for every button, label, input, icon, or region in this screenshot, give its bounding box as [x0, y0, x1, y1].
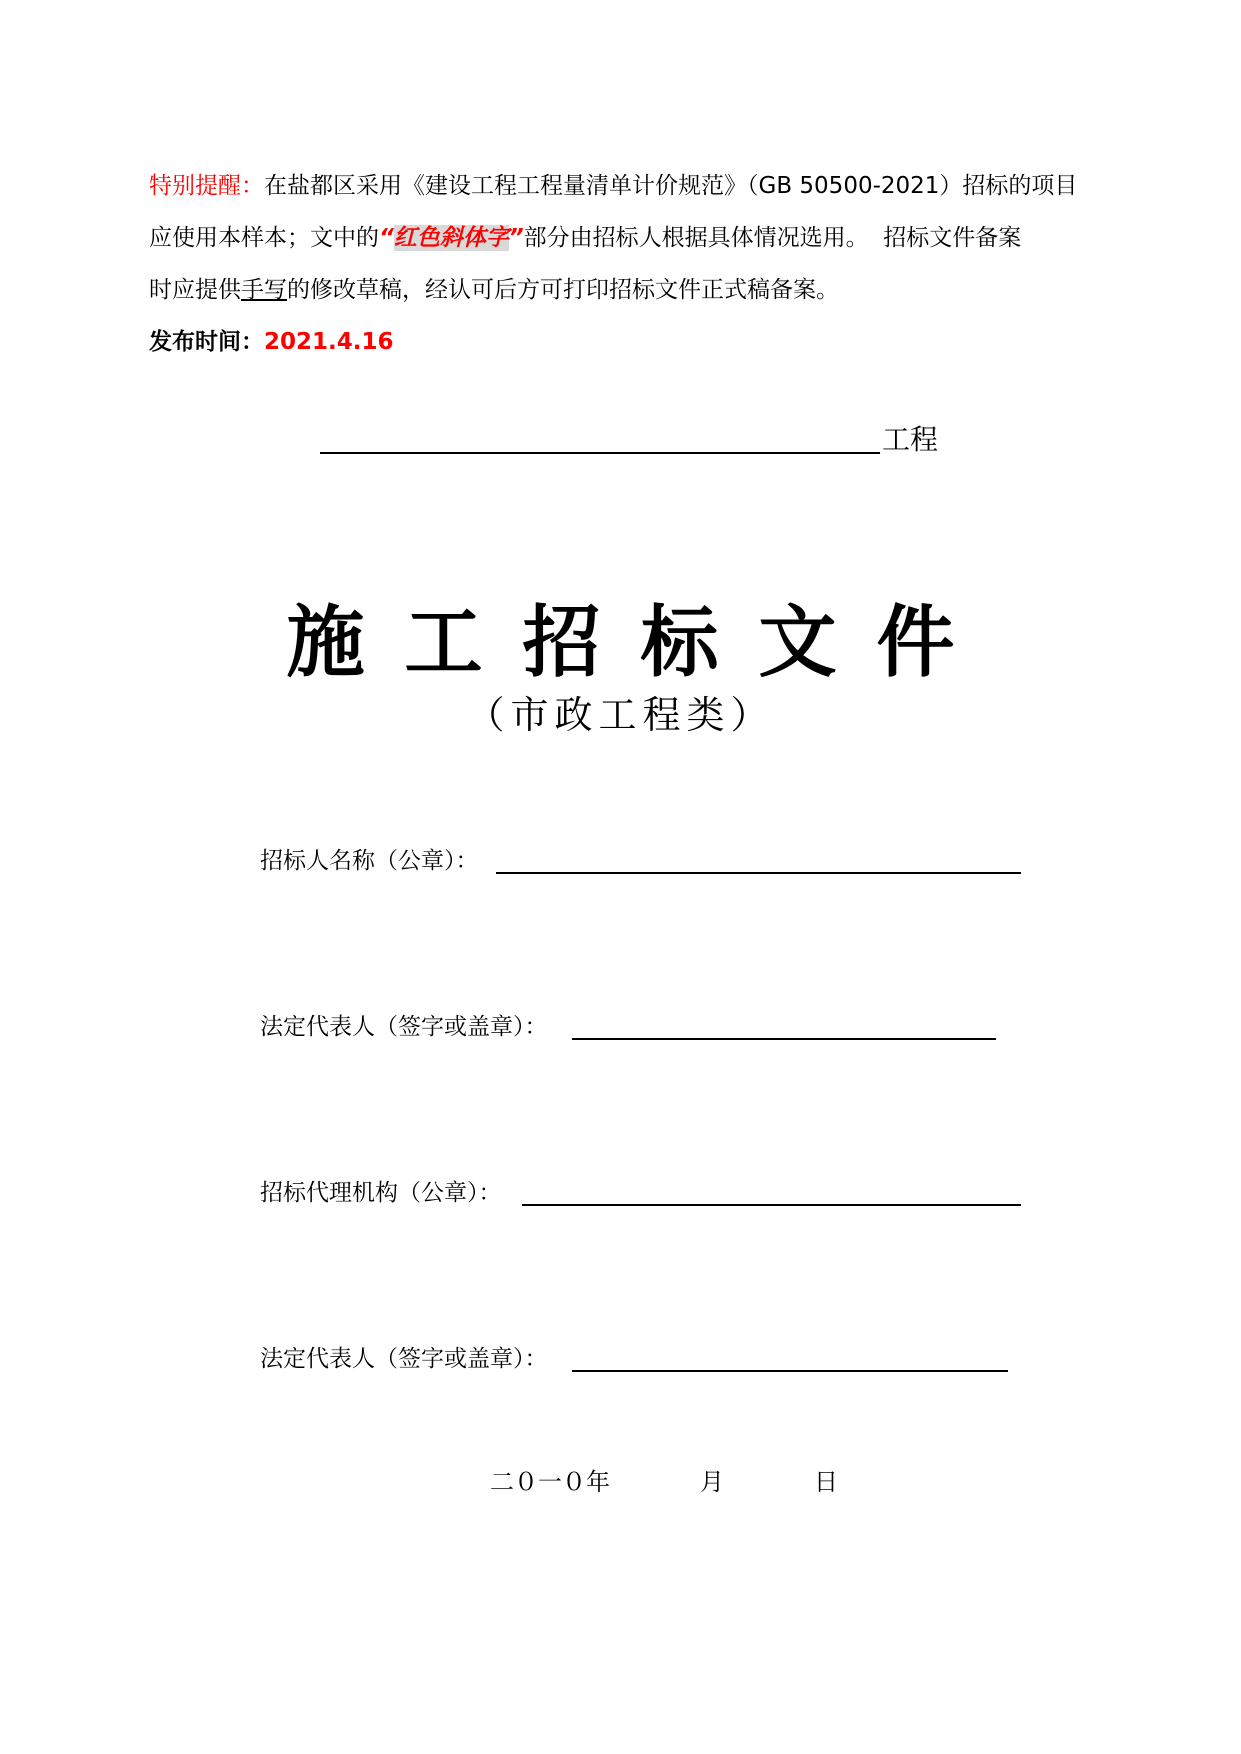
- agency-blank[interactable]: [522, 1204, 1021, 1206]
- highlighted-red-italic-text: 红色斜体字: [393, 225, 509, 251]
- notice-text-1: 在盐都区采用《建设工程工程量清单计价规范》（GB 50500-2021）招标的项目: [264, 173, 1078, 199]
- legal-rep-blank-2[interactable]: [572, 1370, 1008, 1372]
- notice-handwritten-underlined: 手写: [241, 277, 287, 303]
- quote-open: “: [379, 225, 394, 251]
- date-line: [490, 1462, 838, 1497]
- publish-date: 2021.4.16: [264, 329, 394, 355]
- notice-line-2: [149, 212, 1119, 264]
- legal-rep-blank-1[interactable]: [572, 1038, 996, 1040]
- quote-close: ”: [508, 225, 524, 251]
- legal-rep-label-1: 法定代表人（签字或盖章）：: [260, 1014, 548, 1040]
- legal-rep-field-1: [260, 1008, 548, 1041]
- publish-line: [149, 316, 1119, 368]
- notice-line-3: [149, 264, 1119, 316]
- legal-rep-label-2: 法定代表人（签字或盖章）：: [260, 1346, 548, 1372]
- legal-rep-field-2: [260, 1340, 548, 1373]
- special-notice: [149, 160, 1119, 368]
- notice-label: 特别提醒：: [149, 173, 264, 199]
- notice-text-2a: 应使用本样本；文中的: [149, 225, 379, 251]
- tenderer-label: 招标人名称（公章）：: [260, 848, 479, 874]
- publish-label: 发布时间：: [149, 329, 264, 355]
- project-name-blank[interactable]: [320, 452, 880, 454]
- date-day: 日: [814, 1468, 838, 1496]
- notice-line-1: [149, 160, 1119, 212]
- agency-label: 招标代理机构（公章）：: [260, 1180, 502, 1206]
- tenderer-blank[interactable]: [496, 872, 1021, 874]
- document-subtitle: （市政工程类）: [466, 693, 775, 737]
- notice-text-2b: 部分由招标人根据具体情况选用。 招标文件备案: [523, 225, 1022, 251]
- document-title: 施工招标文件: [286, 598, 995, 688]
- date-year: 二０一０年: [490, 1468, 610, 1496]
- tenderer-field: [260, 842, 479, 875]
- agency-field: [260, 1174, 502, 1207]
- notice-text-3b: 的修改草稿，经认可后方可打印招标文件正式稿备案。: [287, 277, 839, 303]
- notice-text-3a: 时应提供: [149, 277, 241, 303]
- project-suffix: 工程: [882, 423, 939, 456]
- date-month: 月: [700, 1468, 724, 1496]
